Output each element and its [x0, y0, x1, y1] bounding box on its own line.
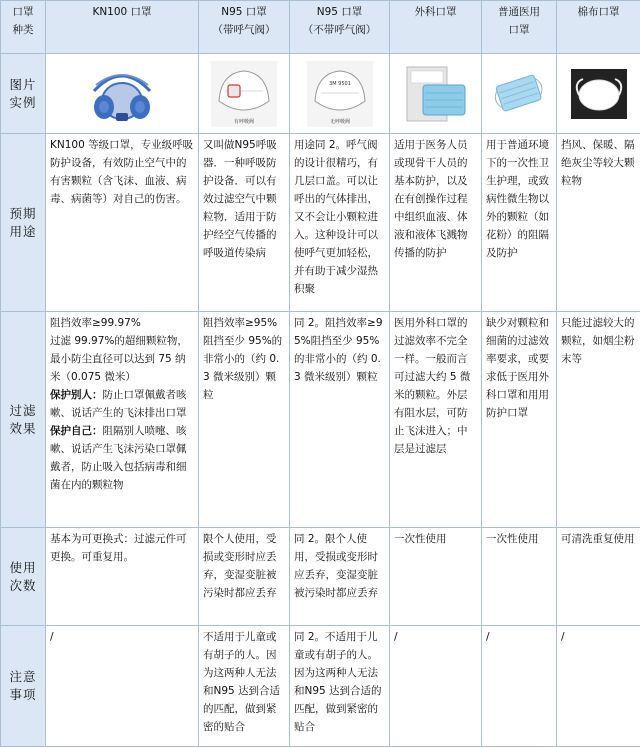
filter-surgical: 医用外科口罩的过滤效率不完全一样。一般而言可过滤大约 5 微米的颗粒。外层有阻水层，可防止飞沫进入；中层是过滤层 [390, 312, 482, 528]
notes-surgical: / [390, 626, 482, 747]
times-n95-valve: 限个人使用，受损或变形时应丢弃，变湿变脏被污染时都应丢弃 [199, 528, 290, 626]
row-header-notes-line2: 事项 [9, 687, 37, 702]
n95-novalve-mask-image [307, 61, 373, 127]
col-header-n95-valve [199, 1, 290, 54]
n95-valve-caption: 有呼吸阀 [233, 118, 255, 125]
cotton-mask-image [571, 69, 627, 119]
filter-kn100-protect-self [50, 422, 194, 494]
usage-n95-valve: 又叫做N95呼吸器．一种呼吸防护设备．可以有效过滤空气中颗粒物．适用于防护经空气传播的呼吸道传染病 [199, 134, 290, 312]
filter-cotton: 只能过滤较大的颗粒，如烟尘粉末等 [557, 312, 640, 528]
cotton-image-cell [557, 54, 640, 134]
filter-kn100-efficiency: 阻挡效率≥99.97% [50, 317, 141, 329]
filter-kn100-protect-others [50, 386, 194, 422]
usage-medical: 用于普通环境下的一次性卫生护理，或致病性微生物以外的颗粒（如花粉）的阻隔及防护 [482, 134, 557, 312]
usage-n95-novalve: 用途同 2。呼气阀的设计很精巧，有几层口盖。可以让呼出的气体排出，又不会让小颗粒进入。这种设计可以使呼气更加轻松，并有助于减少湿热积聚 [290, 134, 390, 312]
row-header-filter-line2: 效果 [9, 420, 37, 436]
n95-valve-mask-image [211, 61, 277, 127]
surgical-image-cell [390, 54, 482, 134]
times-medical: 一次性使用 [482, 528, 557, 626]
col-header-surgical-text: 外科口罩 [414, 6, 457, 18]
image-row [1, 54, 640, 134]
times-kn100: 基本为可更换式：过滤元件可更换。可重复用。 [46, 528, 199, 626]
row-header-filter [1, 312, 46, 528]
col-header-n95-novalve [290, 1, 390, 54]
col-header-medical [482, 1, 557, 54]
header-row [1, 1, 640, 54]
times-cotton: 可清洗重复使用 [557, 528, 640, 626]
n95-valve-image-cell [199, 54, 290, 134]
row-header-image-line1: 图片 [9, 76, 37, 92]
filter-n95-novalve: 同 2。阻挡效率≥95%阻挡至少 95%的非常小的（约 0.3 微米级别）颗粒 [290, 312, 390, 528]
col-header-medical-line2: 口罩 [508, 24, 530, 36]
row-header-notes [1, 626, 46, 747]
notes-kn100: / [46, 626, 199, 747]
medical-mask-image [489, 66, 549, 122]
row-header-usage-line1: 预期 [9, 205, 37, 221]
times-row [1, 528, 640, 626]
col-header-n95-valve-line1: N95 口罩 [221, 6, 267, 18]
filter-kn100 [46, 312, 199, 528]
protect-self-label: 保护自己： [50, 425, 103, 437]
col-header-kn100 [46, 1, 199, 54]
surgical-mask-image [401, 63, 471, 125]
corner-header [1, 1, 46, 54]
col-header-kn100-text: KN100 口罩 [92, 6, 152, 18]
col-header-n95-novalve-line1: N95 口罩 [316, 6, 363, 18]
row-header-times-line2: 次数 [9, 577, 37, 593]
row-header-filter-line1: 过滤 [9, 402, 37, 418]
row-header-image [1, 54, 46, 134]
filter-n95-valve: 阻挡效率≥95%阻挡至少 95%的非常小的（约 0.3 微米级别）颗粒 [199, 312, 290, 528]
col-header-n95-novalve-line2: （不带呼气阀） [302, 24, 377, 36]
usage-cotton: 挡风、保暖、隔绝灰尘等较大颗粒物 [557, 134, 640, 312]
usage-kn100: KN100 等级口罩，专业级呼吸防护设备，有效防止空气中的有害颗粒（含飞沫、血液、病毒、病菌等）对自己的伤害。 [46, 134, 199, 312]
medical-image-cell [482, 54, 557, 134]
notes-medical: / [482, 626, 557, 747]
usage-surgical: 适用于医务人员或现骨干人员的基本防护，以及在有创操作过程中组织血液、体液和液体飞溅物传播的防护 [390, 134, 482, 312]
protect-others-text: 防止口罩佩戴者咳嗽、说话产生的飞沫排出口罩 [50, 389, 187, 419]
notes-n95-valve: 不适用于儿童或有胡子的人。因为这两种人无法和N95 达到合适的匹配，做到紧密的贴合 [199, 626, 290, 747]
col-header-cotton-text: 棉布口罩 [577, 6, 620, 18]
protect-self-text: 阻隔别人喷嚏、咳嗽、说话产生飞沫污染口罩佩戴者，防止吸入包括病毒和细菌在内的颗粒物 [50, 425, 187, 491]
col-header-n95-valve-line2: （带呼气阀） [212, 24, 276, 36]
filter-row [1, 312, 640, 528]
corner-header-line1: 口罩 [12, 6, 34, 18]
times-surgical: 一次性使用 [390, 528, 482, 626]
row-header-image-line2: 实例 [9, 94, 37, 110]
kn100-respirator-image [82, 61, 162, 127]
row-header-notes-line1: 注意 [9, 669, 37, 684]
row-header-usage [1, 134, 46, 312]
row-header-times [1, 528, 46, 626]
filter-medical: 缺少对颗粒和细菌的过滤效率要求，或要求低于医用外科口罩和用用防护口罩 [482, 312, 557, 528]
col-header-cotton [557, 1, 640, 54]
usage-row [1, 134, 640, 312]
col-header-medical-line1: 普通医用 [498, 6, 540, 18]
times-n95-novalve: 同 2。限个人使用，受损或变形时应丢弃，变湿变脏被污染时都应丢弃 [290, 528, 390, 626]
n95-novalve-image-cell [290, 54, 390, 134]
row-header-usage-line2: 用途 [9, 223, 37, 239]
protect-others-label: 保护别人： [50, 389, 103, 401]
row-header-times-line1: 使用 [9, 559, 37, 575]
filter-kn100-detail: 过滤 99.97%的超细颗粒物，最小防尘直径可以达到 75 纳米（0.075 微米） [50, 335, 188, 383]
notes-n95-novalve: 同 2。不适用于儿童或有胡子的人。因为这两种人无法和N95 达到合适的匹配，做到紧密的贴合 [290, 626, 390, 747]
corner-header-line2: 种类 [12, 24, 34, 36]
kn100-image-cell [46, 54, 199, 134]
n95-novalve-caption: 无呼吸阀 [329, 118, 350, 125]
n95-novalve-brand: 3M 9501 [328, 80, 351, 87]
notes-row [1, 626, 640, 747]
col-header-surgical [390, 1, 482, 54]
notes-cotton: / [557, 626, 640, 747]
